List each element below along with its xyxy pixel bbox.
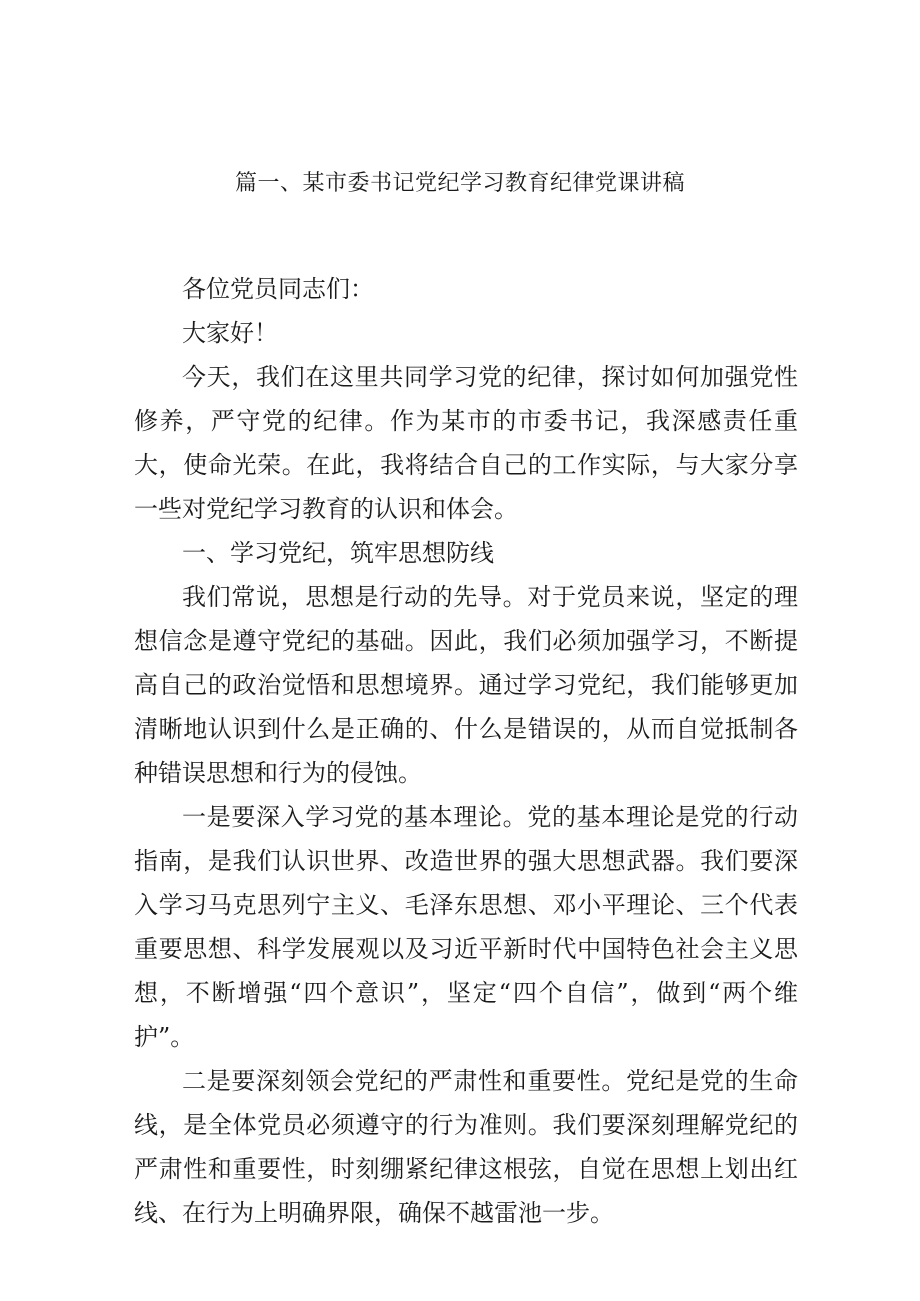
body-paragraph: 一是要深入学习党的基本理论。党的基本理论是党的行动指南，是我们认识世界、改造世界的强大思想武器。我们要深入学习马克思列宁主义、毛泽东思想、邓小平理论、三个代表重要思想、科学发展观以及习近平新时代中国特色社会主义思想，不断增强“四个意识”，坚定“四个自信”，做到“两个维护”。 <box>134 803 798 1051</box>
intro-paragraph: 今天，我们在这里共同学习党的纪律，探讨如何加强党性修养，严守党的纪律。作为某市的市委书记，我深感责任重大，使命光荣。在此，我将结合自己的工作实际，与大家分享一些对党纪学习教育的认识和体会。 <box>134 363 798 523</box>
greeting-paragraph: 各位党员同志们： <box>182 275 374 303</box>
section-heading: 一、学习党纪，筑牢思想防线 <box>182 539 494 567</box>
document-title: 篇一、某市委书记党纪学习教育纪律党课讲稿 <box>234 171 685 196</box>
document-body <box>134 267 798 1235</box>
body-paragraph: 二是要深刻领会党纪的严肃性和重要性。党纪是党的生命线，是全体党员必须遵守的行为准则。我们要深刻理解党纪的严肃性和重要性，时刻绷紧纪律这根弦，自觉在思想上划出红线、在行为上明确界限，确保不越雷池一步。 <box>134 1067 798 1227</box>
body-paragraph: 我们常说，思想是行动的先导。对于党员来说，坚定的理想信念是遵守党纪的基础。因此，我们必须加强学习，不断提高自己的政治觉悟和思想境界。通过学习党纪，我们能够更加清晰地认识到什么是正确的、什么是错误的，从而自觉抵制各种错误思想和行为的侵蚀。 <box>134 583 798 787</box>
salutation-paragraph: 大家好！ <box>182 319 278 347</box>
